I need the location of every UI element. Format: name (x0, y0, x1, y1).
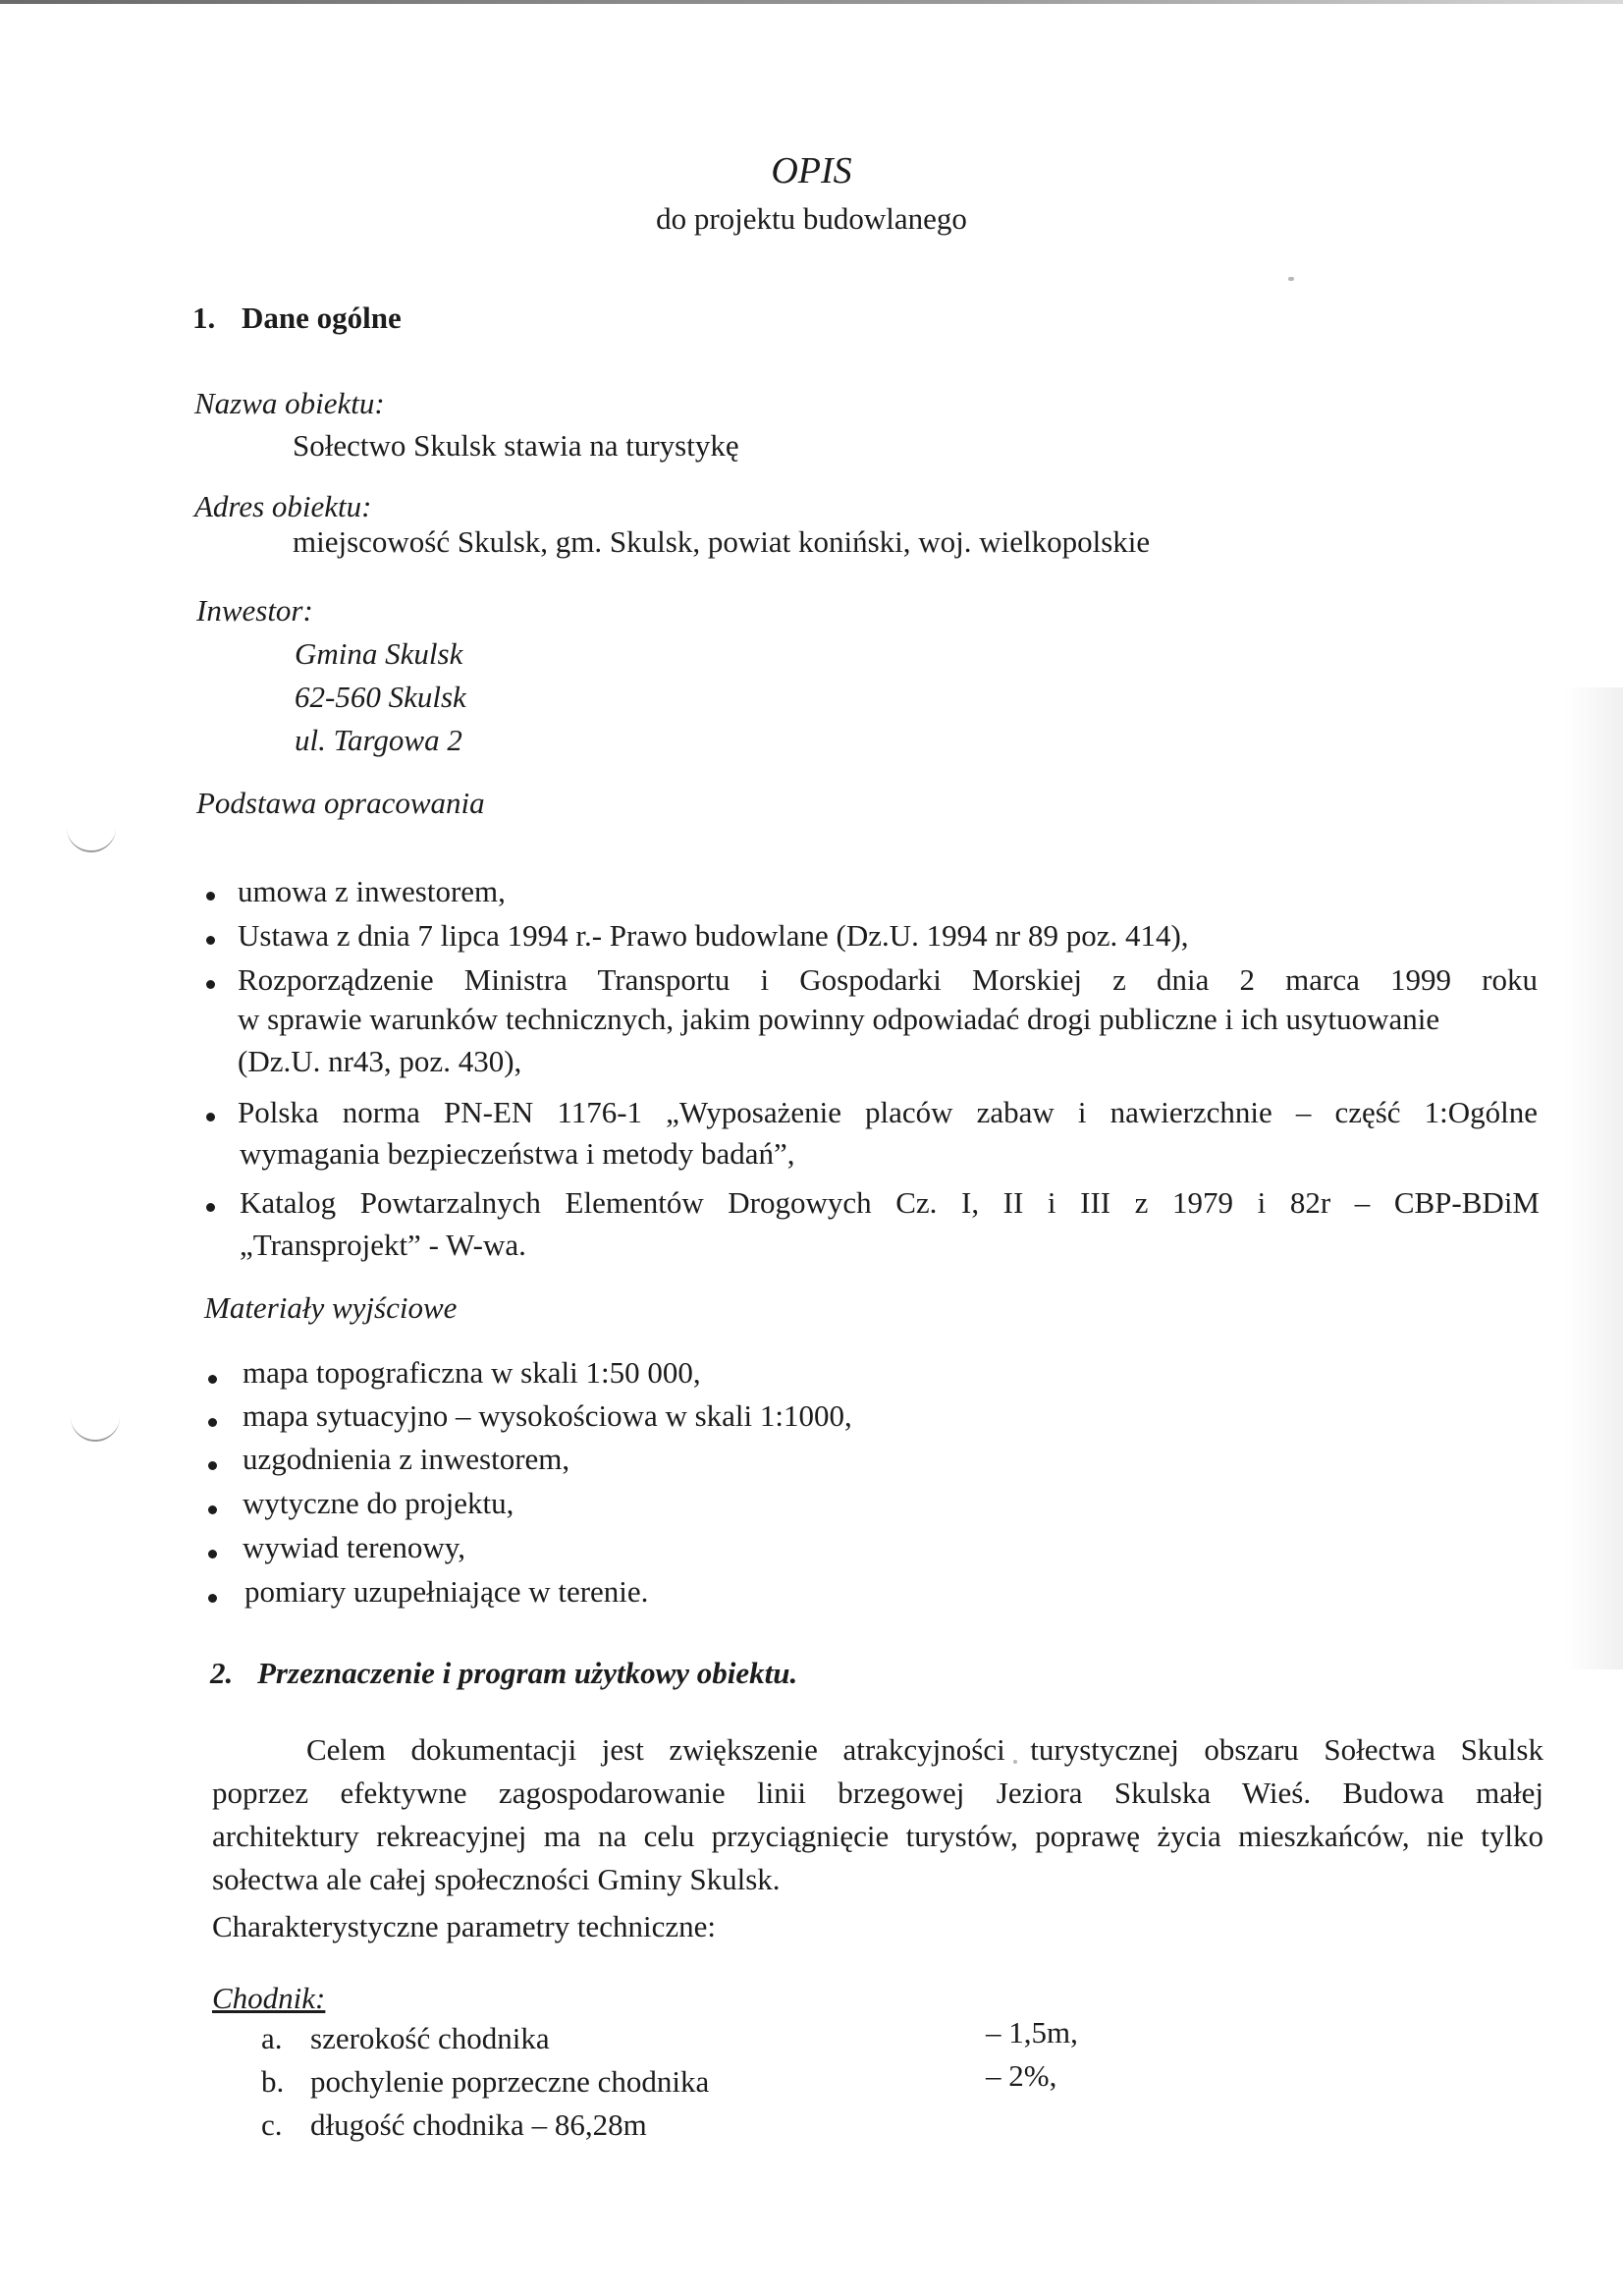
sidewalk-item-value: – 2%, (986, 2058, 1057, 2093)
document-subtitle: do projektu budowlanego (656, 201, 967, 236)
bullet-icon (206, 892, 215, 901)
basis-item: umowa z inwestorem, (238, 874, 506, 908)
basis-item: Rozporządzenie Ministra Transportu i Gospodarki Morskiej z dnia 2 marca 1999 roku (238, 962, 1538, 997)
paragraph-line: sołectwa ale całej społeczności Gminy Skulsk. (212, 1862, 781, 1896)
investor-label: Inwestor: (196, 593, 313, 628)
bullet-icon (208, 1594, 217, 1603)
materials-item: wytyczne do projektu, (243, 1486, 514, 1520)
materials-item: wywiad terenowy, (243, 1530, 465, 1564)
materials-label: Materiały wyjściowe (204, 1290, 458, 1325)
basis-item: Polska norma PN-EN 1176-1 „Wyposażenie placów zabaw i nawierzchnie – część 1:Ogólne (238, 1095, 1538, 1129)
sidewalk-item-marker: c. (261, 2107, 283, 2142)
bullet-icon (206, 1203, 215, 1212)
section-2-number: 2. (210, 1656, 234, 1690)
section-2-heading: Przeznaczenie i program użytkowy obiektu. (257, 1656, 798, 1690)
bullet-icon (206, 936, 215, 945)
basis-label: Podstawa opracowania (196, 786, 485, 820)
basis-item-continuation: w sprawie warunków technicznych, jakim powinny odpowiadać drogi publiczne i ich usytuowanie (238, 1002, 1440, 1036)
materials-item: mapa sytuacyjno – wysokościowa w skali 1:1000, (243, 1398, 852, 1433)
object-name-label: Nazwa obiektu: (194, 386, 385, 420)
materials-item: pomiary uzupełniające w terenie. (244, 1574, 649, 1609)
sidewalk-item-value: – 1,5m, (986, 2015, 1078, 2050)
sidewalk-item-name: pochylenie poprzeczne chodnika (310, 2064, 710, 2099)
bullet-icon (208, 1505, 217, 1514)
section-1-number: 1. (192, 301, 216, 335)
bullet-icon (208, 1461, 217, 1470)
basis-item: Katalog Powtarzalnych Elementów Drogowych Cz. I, II i III z 1979 i 82r – CBP-BDiM (240, 1185, 1540, 1220)
bullet-icon (206, 980, 215, 989)
bullet-icon (208, 1375, 217, 1384)
params-label: Charakterystyczne parametry techniczne: (212, 1909, 716, 1943)
sidewalk-label: Chodnik: (212, 1981, 326, 2015)
object-address-label: Adres obiektu: (194, 489, 372, 523)
object-name-value: Sołectwo Skulsk stawia na turystykę (293, 428, 739, 463)
sidewalk-item-name: szerokość chodnika (310, 2021, 550, 2055)
investor-line: Gmina Skulsk (295, 636, 463, 671)
materials-item: uzgodnienia z inwestorem, (243, 1442, 570, 1476)
basis-item-continuation: „Transprojekt” - W-wa. (240, 1228, 526, 1262)
paragraph-line: architektury rekreacyjnej ma na celu przyciągnięcie turystów, poprawę życia mieszkańców, nie tylko (212, 1819, 1543, 1853)
investor-line: ul. Targowa 2 (295, 723, 462, 757)
sidewalk-item-name: długość chodnika – 86,28m (310, 2107, 647, 2142)
bullet-icon (206, 1113, 215, 1121)
basis-item-continuation: wymagania bezpieczeństwa i metody badań”, (240, 1136, 795, 1171)
bullet-icon (208, 1550, 217, 1558)
bullet-icon (208, 1418, 217, 1427)
basis-item-continuation: (Dz.U. nr43, poz. 430), (238, 1044, 522, 1078)
sidewalk-item-marker: a. (261, 2021, 283, 2055)
document-title: OPIS (771, 150, 852, 191)
basis-item: Ustawa z dnia 7 lipca 1994 r.- Prawo budowlane (Dz.U. 1994 nr 89 poz. 414), (238, 918, 1189, 953)
paragraph-line: poprzez efektywne zagospodarowanie linii brzegowej Jeziora Skulska Wieś. Budowa małej (212, 1776, 1543, 1810)
sidewalk-item-marker: b. (261, 2064, 285, 2099)
investor-line: 62-560 Skulsk (295, 680, 466, 714)
paragraph-line: Celem dokumentacji jest zwiększenie atrakcyjności turystycznej obszaru Sołectwa Skulsk (306, 1732, 1543, 1767)
section-1-heading: Dane ogólne (242, 301, 402, 335)
object-address-value: miejscowość Skulsk, gm. Skulsk, powiat koniński, woj. wielkopolskie (293, 524, 1151, 559)
materials-item: mapa topograficzna w skali 1:50 000, (243, 1355, 701, 1390)
